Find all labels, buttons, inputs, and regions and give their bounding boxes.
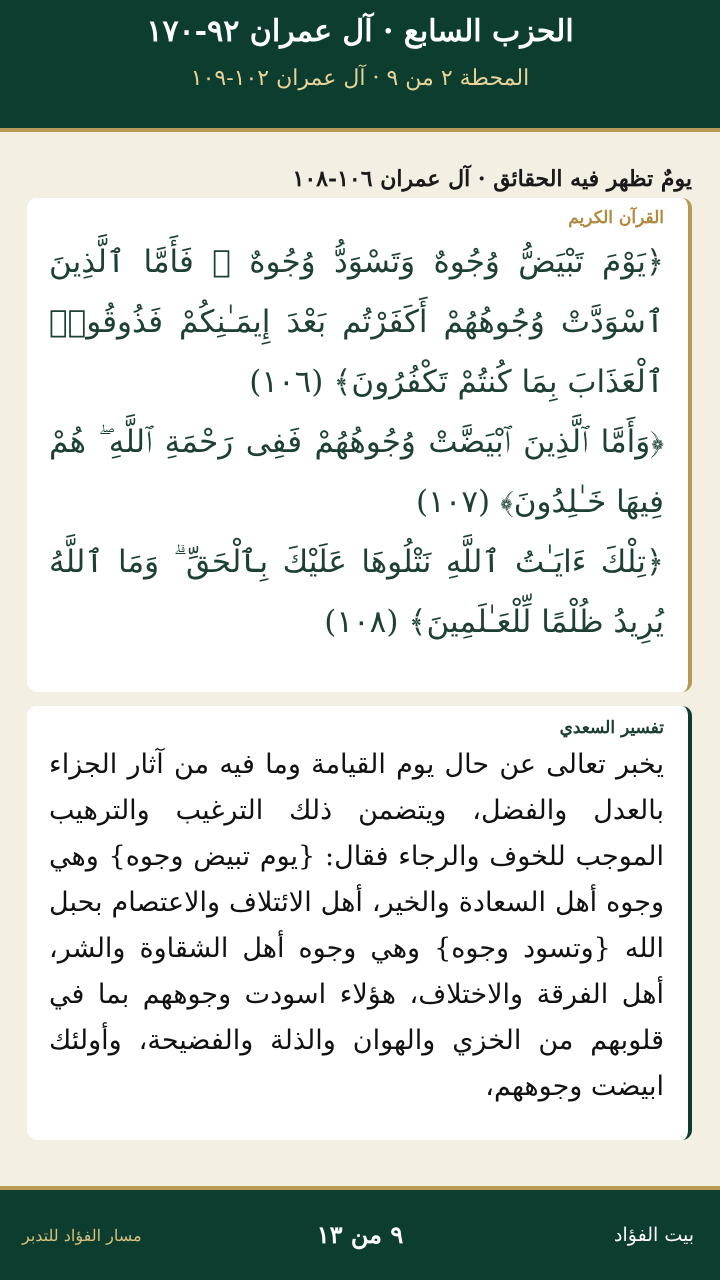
app-name[interactable]: بيت الفؤاد	[614, 1224, 694, 1246]
tafsir-text: يخبر تعالى عن حال يوم القيامة وما فيه من آثار الجزاء بالعدل والفضل، ويتضمن ذلك الترغيب والترهيب الموجب للخوف والرجاء فقال: {يوم تبيض وجوه} وهي وجوه أهل السعادة والخير، أهل الائتلاف والاعتصام بحبل الله {وتسود وجوه} وهي وجوه أهل الشقاوة والشر، أهل الفرقة والاختلاف، هؤلاء اسودت وجوههم بما في قلوبهم من الخزي والهوان والذلة والفضيحة، وأولئك ابيضت وجوههم،	[49, 749, 664, 1102]
quran-label: القرآن الكريم	[568, 208, 664, 228]
verse-106[interactable]	[49, 232, 664, 412]
section-title: يومٌ تظهر فيه الحقائق · آل عمران ١٠٦-١٠٨	[292, 166, 692, 192]
header-bar	[0, 0, 720, 132]
track-name[interactable]: مسار الفؤاد للتدبر	[22, 1226, 142, 1245]
verse-text: ﴿وَأَمَّا ٱلَّذِينَ ٱبْيَضَّتْ وُجُوهُهُمْ فَفِى رَحْمَةِ ٱللَّهِ ۖ هُمْ فِيهَا خَـٰلِدُونَ﴾	[49, 424, 664, 520]
ayah-number: (١٠٨)	[324, 604, 399, 640]
tafsir-label: تفسير السعدي	[559, 718, 664, 738]
verse-text: ﴿تِلْكَ ءَايَـٰتُ ٱللَّهِ نَتْلُوهَا عَلَيْكَ بِٱلْحَقِّ ۗ وَمَا ٱللَّهُ يُرِيدُ ظُلْمًا لِّلْعَـٰلَمِينَ﴾	[49, 544, 664, 640]
page-indicator: ٩ من ١٣	[316, 1220, 404, 1249]
hizb-title: الحزب السابع · آل عمران ٩٢-١٧٠	[146, 14, 574, 49]
verse-text: ﴿يَوْمَ تَبْيَضُّ وُجُوهٌ وَتَسْوَدُّ وُجُوهٌ ۚ فَأَمَّا ٱلَّذِينَ ٱسْوَدَّتْ وُجُوهُهُمْ أَكَفَرْتُم بَعْدَ إِيمَـٰنِكُمْ فَذُوقُوا۟ ٱلْعَذَابَ بِمَا كُنتُمْ تَكْفُرُونَ﴾	[49, 244, 664, 400]
verse-107[interactable]	[49, 412, 664, 532]
verse-108[interactable]	[49, 532, 664, 652]
footer-bar	[0, 1186, 720, 1280]
ayah-number: (١٠٦)	[249, 364, 324, 400]
quran-card	[27, 198, 692, 692]
station-subtitle: المحطة ٢ من ٩ · آل عمران ١٠٢-١٠٩	[190, 66, 530, 91]
ayah-number: (١٠٧)	[415, 484, 491, 520]
tafsir-card	[27, 706, 692, 1140]
